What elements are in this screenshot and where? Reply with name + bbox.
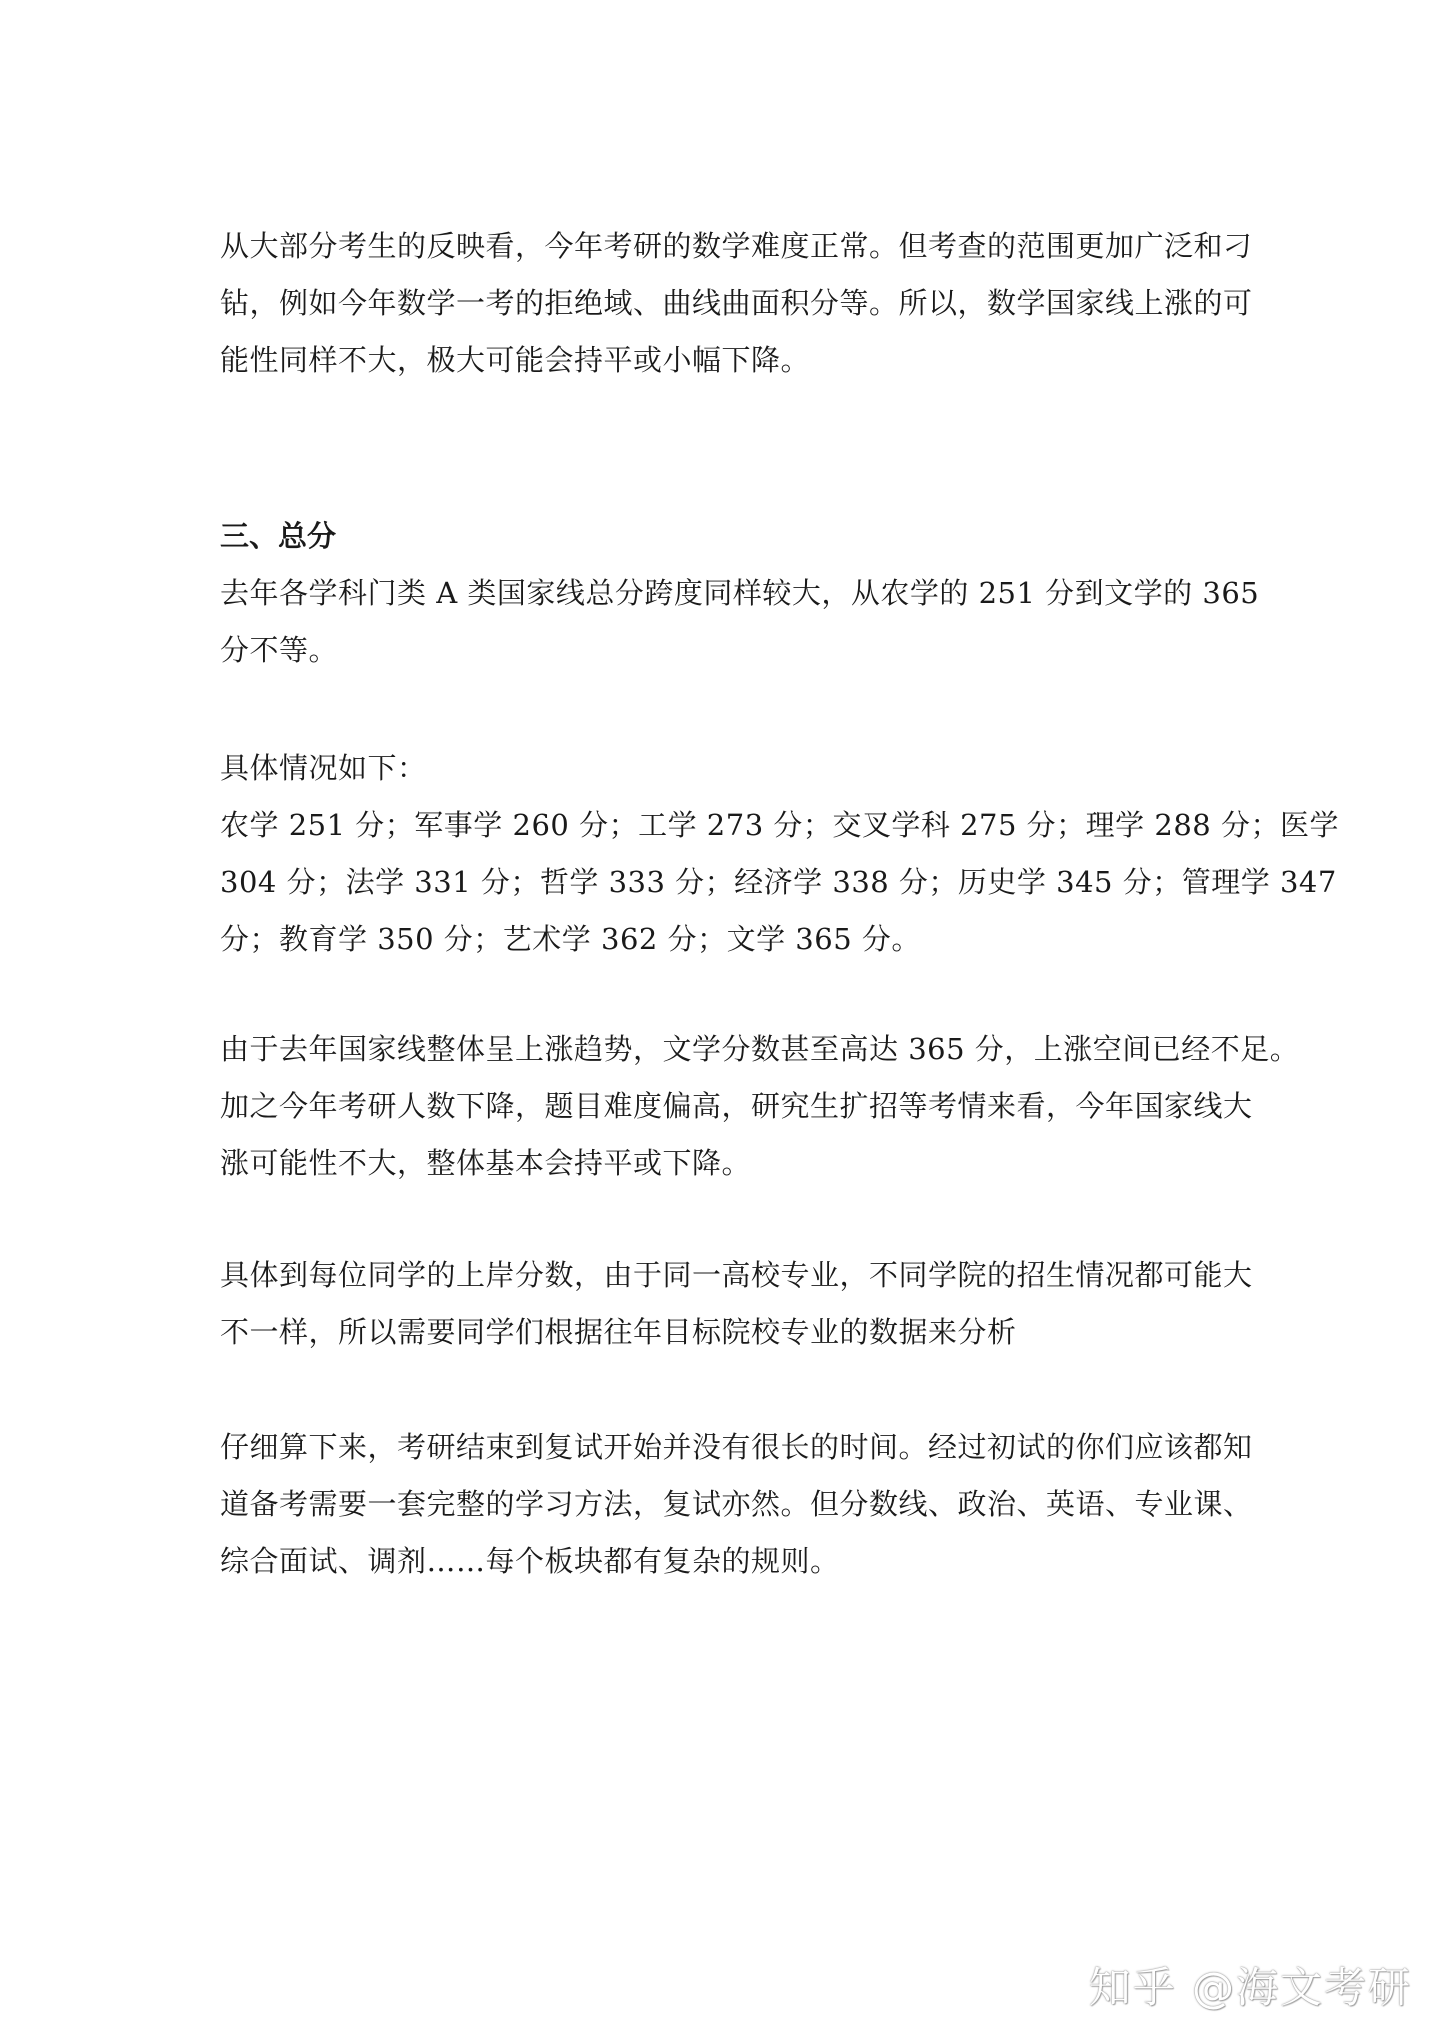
- text-line: 分；教育学 350 分；艺术学 362 分；文学 365 分。: [220, 922, 921, 956]
- zhihu-watermark: 知乎 @海文考研: [1088, 1963, 1412, 2012]
- text-line: 分不等。: [220, 633, 339, 667]
- text-line: 从大部分考生的反映看，今年考研的数学难度正常。但考查的范围更加广泛和刁: [220, 229, 1253, 263]
- text-line: 由于去年国家线整体呈上涨趋势，文学分数甚至高达 365 分，上涨空间已经不足。: [220, 1032, 1300, 1066]
- section-heading-total-score: 三、总分: [220, 519, 337, 553]
- text-line: 304 分；法学 331 分；哲学 333 分；经济学 338 分；历史学 345 分；管理学 347: [220, 865, 1337, 899]
- paragraph-retest-prep: [220, 1419, 1253, 1590]
- paragraph-total-score-span: [220, 565, 1260, 679]
- text-line: 农学 251 分；军事学 260 分；工学 273 分；交叉学科 275 分；理学 288 分；医学: [220, 808, 1339, 842]
- text-line: 加之今年考研人数下降，题目难度偏高，研究生扩招等考情来看，今年国家线大: [220, 1089, 1253, 1123]
- text-line: 涨可能性不大，整体基本会持平或下降。: [220, 1146, 752, 1180]
- text-line: 去年各学科门类 A 类国家线总分跨度同样较大，从农学的 251 分到文学的 365: [220, 576, 1260, 610]
- text-line: 仔细算下来，考研结束到复试开始并没有很长的时间。经过初试的你们应该都知: [220, 1430, 1253, 1464]
- paragraph-math-difficulty: [220, 218, 1253, 389]
- text-line: 能性同样不大，极大可能会持平或小幅下降。: [220, 343, 811, 377]
- text-line: 不一样，所以需要同学们根据往年目标院校专业的数据来分析: [220, 1315, 1017, 1349]
- text-line: 综合面试、调剂……每个板块都有复杂的规则。: [220, 1544, 840, 1578]
- text-line: 具体情况如下：: [220, 751, 427, 785]
- text-line: 道备考需要一套完整的学习方法，复试亦然。但分数线、政治、英语、专业课、: [220, 1487, 1253, 1521]
- paragraph-trend-analysis: [220, 1021, 1300, 1192]
- text-line: 钻，例如今年数学一考的拒绝域、曲线曲面积分等。所以，数学国家线上涨的可: [220, 286, 1253, 320]
- text-line: 具体到每位同学的上岸分数，由于同一高校专业，不同学院的招生情况都可能大: [220, 1258, 1253, 1292]
- paragraph-score-details: [220, 740, 1339, 968]
- paragraph-individual-scores: [220, 1247, 1253, 1361]
